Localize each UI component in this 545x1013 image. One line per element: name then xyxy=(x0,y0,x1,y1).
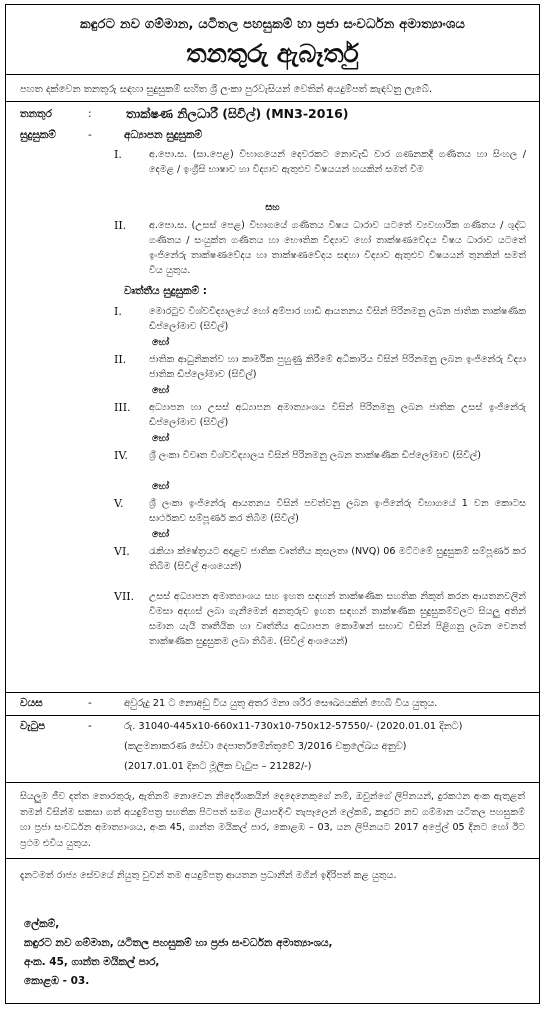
qualifications-colon: - xyxy=(88,129,92,141)
salary-label: වැටුප xyxy=(20,720,46,732)
edu-item-number: II. xyxy=(114,219,127,232)
age-colon: - xyxy=(88,697,92,709)
salary-circular: (කළමනාකරණ සේවා දෙපාර්තමේන්තුවේ 3/2016 චක්‍රලේඛය අනුව) xyxy=(124,741,407,752)
age-label: වයස xyxy=(20,697,43,709)
age-section xyxy=(6,693,539,715)
and-label: සහ xyxy=(265,202,280,213)
post-colon: : xyxy=(88,108,92,120)
or-label: හෝ xyxy=(152,529,170,540)
prof-item-number: III. xyxy=(114,401,131,414)
intro-text: පහත දක්වෙන තනතුරු සඳහා සුදුසුකම් සහිත ශ්‍රී ලංකා පුරවැසියන් වෙතින් අයදුම්පත් කැඳවනු ලැබේ. xyxy=(20,84,433,95)
post-name: තාක්ෂණ නිලධාරී (සිවිල්) (MN3-2016) xyxy=(126,106,349,121)
prof-item-text: රැකියා ක්ෂේත්‍රයට අදාළව ජාතික වෘත්තීය කුසලතා (NVQ) 06 මට්ටමේ සුදුසුකම් සම්පූර්ණ කර තිබීම (සිවිල් අංශයෙන්) xyxy=(149,546,526,572)
professional-heading: වෘත්තීය සුදුසුකම් : xyxy=(124,285,207,297)
or-label: හෝ xyxy=(152,481,170,492)
prof-item-number: IV. xyxy=(114,449,128,462)
signature-address-city: කොළඹ - 03. xyxy=(24,975,90,987)
post-label: තනතුර xyxy=(20,108,52,120)
educational-heading: අධ්‍යාපන සුදුසුකම් xyxy=(124,129,203,141)
signature-title: ලේකම්, xyxy=(24,918,60,930)
or-label: හෝ xyxy=(152,385,170,396)
salary-scale: රු. 31040-445x10-660x11-730x10-750x12-57550/- (2020.01.01 දිනට) xyxy=(124,721,463,732)
prof-item-text: අධ්‍යාපන හා උසස් අධ්‍යාපන අමාත්‍යාංශය විසින් පිරිනමනු ලබන ජාතික උසස් ඉංජිනේරු ඩිප්ලෝමාව (සිවිල්) xyxy=(149,402,526,428)
ministry-heading: කඳුරට නව ගම්මාන, යටිතල පහසුකම් හා ප්‍රජා සංවර්ධන අමාත්‍යාංශය xyxy=(79,17,465,32)
advertisement-page xyxy=(5,4,540,1004)
prof-item-text: ශ්‍රී ලංකා විවෘත විශ්වවිද්‍යාලය විසින් පිරිනමනු ලබන තාක්ෂණික ඩිප්ලෝමාව (සිවිල්) xyxy=(149,450,481,461)
signature-block xyxy=(24,915,333,991)
prof-item-text: මොරටුව විශ්වවිද්‍යාලයේ හෝ අම්පාර හාඩි ආයතනය විසින් පිරිනමනු ලබන ජාතික තාක්ෂණික ඩිප්ලෝමාව (සිවිල්) xyxy=(149,306,526,332)
prof-item xyxy=(114,448,526,463)
salary-basic: (2017.01.01 දිනට මූලික වැටුප – 21282/-) xyxy=(124,761,312,772)
government-servants-note: දැනටමත් රාජ්‍ය සේවයේ නියුතු වුවන් තම අයදුම්පත්‍ර ආයතන ප්‍රධානීන් මගින් ඉදිරිපත් කළ යුතුය. xyxy=(20,870,397,881)
prof-item-number: II. xyxy=(114,353,127,366)
salary-section xyxy=(6,716,539,782)
edu-item xyxy=(114,147,526,177)
salary-colon: - xyxy=(88,720,92,732)
prof-item-number: V. xyxy=(114,497,124,510)
prof-item-number: VII. xyxy=(114,590,135,603)
prof-item xyxy=(114,544,526,574)
edu-item-text: අ.පො.ස. (සා.පෙළ) විභාගයෙන් දෙවරකට නොවැඩි වාර ගණනකදී ගණිතය හා සිංහල / දෙමළ / ඉංග්‍රීසි භාෂාව හා විද්‍යාව ඇතුළුව විෂයයන් හයකින් සමත් වීම xyxy=(149,149,526,175)
edu-item-number: I. xyxy=(114,148,122,161)
page-title: තනතුරු ඇබෑර්තු xyxy=(186,39,359,68)
edu-item-text: අ.පො.ස. (උසස් පෙළ) විභාගයේ ගණිතය විෂය ධාරාව යටතේ ව්‍යවහාරික ගණිතය / ශුද්ධ ගණිතය / සංයුක්ත ගණිතය හා භෞතික විද්‍යාව හෝ තාක්ෂණවේදය විෂය ධාරාව යටතේ ඉංජිනේරු තාක්ෂණවේදය හා තාක්ෂණවේදය සඳහා විද්‍යාව ඇතුළුව විෂයයන් තුනකින් සමත් විය යුතුය. xyxy=(149,220,526,276)
prof-item-text: උසස් අධ්‍යාපන අමාත්‍යාංශය සහ ඉහත සඳහන් තාක්ෂණික සහතික නිකුත් කරන ආයතනවලින් විමසා අදහස් ලබා ගැනීමෙන් අනතුරුව ඉහත සඳහන් තාක්ෂණික සුදුසුකම්වලට සියලු අතින් සමාන යැයි තෘතීයික හා වෘත්තීය අධ්‍යාපන කොමිෂන් සභාව විසින් පිළිගනු ලබන වෙනත් තාක්ෂණික සුදුසුකම ලබා තිබීම. (සිවිල් අංශයෙන්) xyxy=(149,591,526,647)
prof-item-text: ජාතික ආධුනිකත්ව හා කාර්මික පුහුණු කිරීමේ අධිකාරිය විසින් පිරිනමනු ලබන ඉංජිනේරු විද්‍යා ජාතික ඩිප්ලෝමාව (සිවිල්) xyxy=(149,354,526,380)
prof-item xyxy=(114,304,526,334)
signature-ministry: කඳුරට නව ගම්මාන, යටිතල පහසුකම් හා ප්‍රජා සංවර්ධන අමාත්‍යාංශය, xyxy=(24,937,333,949)
prof-item xyxy=(114,352,526,382)
prof-item-number: VI. xyxy=(114,545,130,558)
prof-item xyxy=(114,589,526,649)
qualifications-label: සුදුසුකම් xyxy=(20,129,56,141)
or-label: හෝ xyxy=(152,337,170,348)
prof-item xyxy=(114,496,526,526)
age-text: අවුරුදු 21 ට නොඅඩු විය යුතු අතර මනා ශරීර සෞඛ්‍යයකින් හෙබි විය යුතුය. xyxy=(124,698,438,709)
post-section xyxy=(6,102,539,692)
signature-address-street: අංක. 45, ගාන්ත මයිකල් පාර, xyxy=(24,956,160,968)
application-instructions: සියලුම ජීව දත්ත තොරතුරු, ඇතිනම් නොවෙන නිර්දේශකයින් දෙදෙනෙකුගේ නම්, ඔවුන්ගේ ලිපිනයන්, දුරකථන අංක ඇතුළත් තමන් විසින්ම සකසා ගත් අයදුම්පත්‍ර සහතික පිටපත් සමග ලියාපදිංචි තැපෑලෙන් ලේකම්, කඳුරට නව ගම්මාන යටිතල පහසුකම් හා ප්‍රජා සංවර්ධන අමාත්‍යාංශය, අංක 45, ගාන්ත මයිකල් පාර, කොළඹ – 03, යන ලිපිනයට 2017 අප්‍රේල් 05 දිනට හෝ ඊට ප්‍රථම එවිය යුතුය. xyxy=(20,791,525,849)
or-label: හෝ xyxy=(152,433,170,444)
prof-item xyxy=(114,400,526,430)
edu-item xyxy=(114,218,526,278)
prof-item-number: I. xyxy=(114,305,122,318)
prof-item-text: ශ්‍රී ලංකා ඉංජිනේරු ආයතනය විසින් පවත්වනු ලබන ඉංජිනේරු විභාගයේ 1 වන කොටස සාර්ථකව සම්පූර්ණ කර තිබීම (සිවිල්) xyxy=(149,498,526,524)
